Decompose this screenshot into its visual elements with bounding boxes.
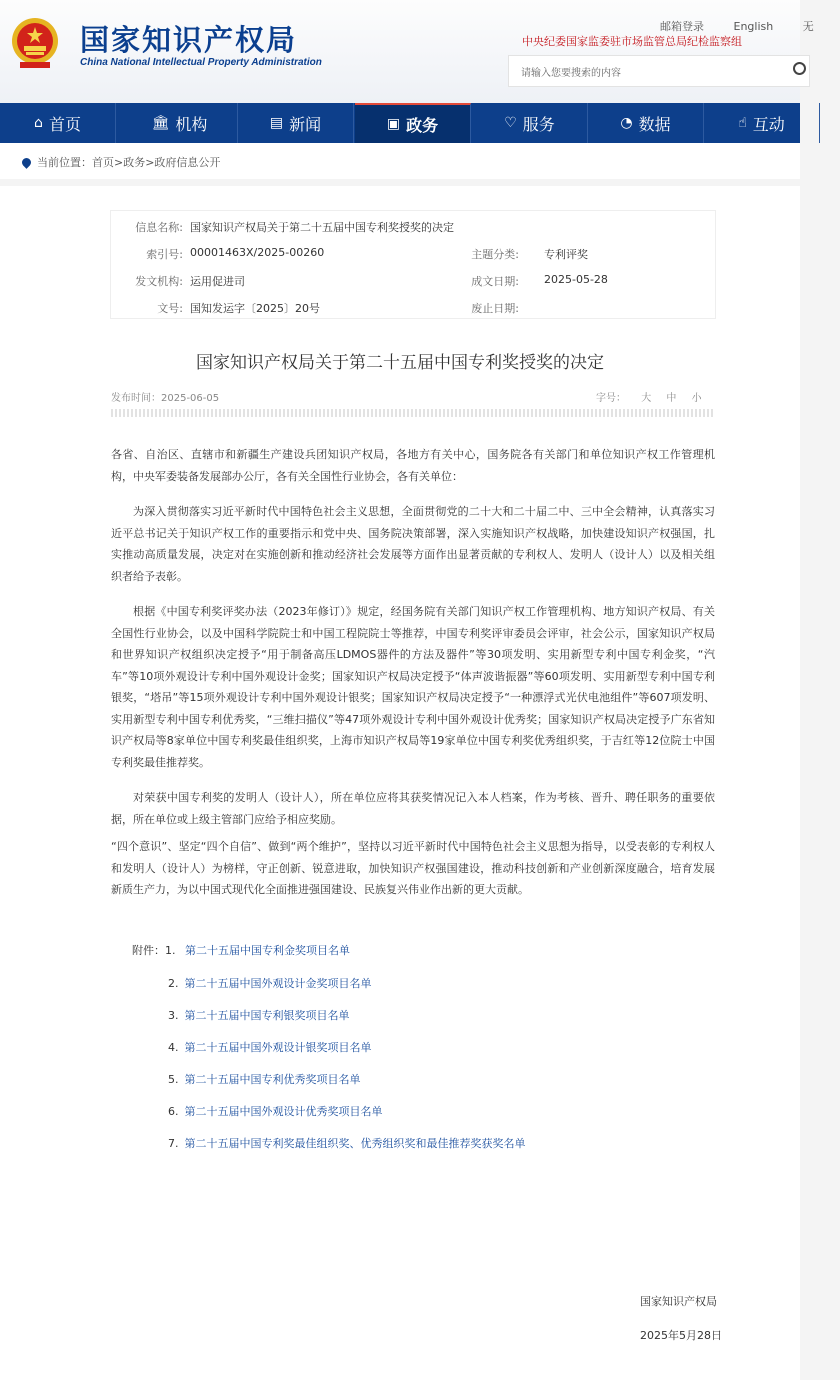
- attachment-link[interactable]: 第二十五届中国外观设计金奖项目名单: [184, 977, 372, 990]
- nav-service[interactable]: ♡ 服务: [472, 103, 588, 143]
- font-size-label: 字号：: [596, 393, 626, 404]
- news-icon: ▤: [269, 115, 284, 131]
- institution-icon: 🏛: [151, 115, 170, 131]
- nav-institution[interactable]: 🏛 机构: [122, 103, 238, 143]
- attachment-link[interactable]: 第二十五届中国外观设计优秀奖项目名单: [184, 1105, 383, 1118]
- main-nav: [0, 103, 800, 143]
- site-title[interactable]: 国家知识产权局: [80, 23, 298, 57]
- meta-label: 废止日期:: [471, 302, 519, 315]
- english-link[interactable]: English: [733, 20, 774, 33]
- divider: [111, 409, 715, 417]
- publish-date: 发布时间：2025-06-05: [111, 393, 220, 404]
- meta-info-name: 国家知识产权局关于第二十五届中国专利奖授奖的决定: [190, 221, 454, 234]
- accessibility-link[interactable]: 无: [802, 20, 814, 33]
- meta-issuer: 运用促进司: [190, 275, 245, 288]
- signature: 国家知识产权局: [640, 1295, 717, 1308]
- meta-topic: 专利评奖: [544, 248, 588, 261]
- meta-docno: 国知发运字〔2025〕20号: [190, 302, 320, 315]
- meta-label: 索引号:: [146, 248, 183, 261]
- supervision-link[interactable]: 中央纪委国家监委驻市场监管总局纪检监察组: [522, 35, 742, 48]
- paragraph: 对荣获中国专利奖的发明人（设计人），所在单位应将其获奖情况记入本人档案，作为考核、晋升、聘任职务的重要依据，所在单位或上级主管部门应给予相应奖励。: [111, 791, 715, 826]
- chart-icon: ◔: [620, 115, 633, 131]
- meta-index: 00001463X/2025-00260: [190, 246, 325, 259]
- signature-date: 2025年5月28日: [640, 1329, 722, 1342]
- home-icon: ⌂: [34, 115, 43, 131]
- attachment-item: 4. 第二十五届中国外观设计银奖项目名单: [168, 1041, 372, 1054]
- attachment-item: 3. 第二十五届中国专利银奖项目名单: [168, 1009, 350, 1022]
- mail-login-link[interactable]: 邮箱登录: [660, 20, 704, 33]
- attachment-item: 5. 第二十五届中国专利优秀奖项目名单: [168, 1073, 361, 1086]
- attachment-link[interactable]: 第二十五届中国专利金奖项目名单: [185, 944, 350, 957]
- content-panel: [0, 186, 800, 1380]
- nav-news[interactable]: ▤ 新闻: [238, 103, 354, 143]
- top-links: [660, 18, 840, 34]
- meta-label: 发文机构:: [135, 275, 183, 288]
- document-icon: ▣: [386, 116, 401, 132]
- attachment-item: 6. 第二十五届中国外观设计优秀奖项目名单: [168, 1105, 383, 1118]
- attachment-item: 2. 第二十五届中国外观设计金奖项目名单: [168, 977, 372, 990]
- attachment-link[interactable]: 第二十五届中国专利银奖项目名单: [184, 1009, 350, 1022]
- location-pin-icon: [20, 156, 33, 169]
- search-input[interactable]: 请输入您要搜索的内容: [521, 68, 621, 79]
- search-box[interactable]: [508, 55, 810, 87]
- hand-icon: ☝: [738, 115, 747, 131]
- attachment-item: 7. 第二十五届中国专利奖最佳组织奖、优秀组织奖和最佳推荐奖获奖名单: [168, 1137, 526, 1150]
- attachment-link[interactable]: 第二十五届中国专利优秀奖项目名单: [184, 1073, 361, 1086]
- site-subtitle: China National Intellectual Property Administration: [80, 57, 322, 68]
- meta-label: 成文日期:: [471, 275, 519, 288]
- font-size-medium[interactable]: 中: [666, 393, 677, 404]
- attachments-label: 附件：1. 第二十五届中国专利金奖项目名单: [132, 944, 350, 957]
- paragraph: “四个意识”、坚定“四个自信”、做到“两个维护”，坚持以习近平新时代中国特色社会主义思想为指导，以受表彰的专利权人和发明人（设计人）为榜样，守正创新、锐意进取，加快知识产权强国建设，推动科技创新和产业创新深度融合，培育发展新质生产力，为以中国式现代化全面推进强国建设、民族复兴伟业作出新的更大贡献。: [111, 840, 715, 896]
- nav-interaction[interactable]: ☝ 互动: [704, 103, 820, 143]
- meta-label: 文号:: [157, 302, 183, 315]
- site-header: [0, 0, 814, 103]
- paragraph: 根据《中国专利奖评奖办法（2023年修订）》规定，经国务院有关部门知识产权工作管理机构、地方知识产权局、有关全国性行业协会，以及中国科学院院士和中国工程院院士等推荐，中国专利奖评审委员会评审，社会公示，国家知识产权局和世界知识产权组织决定授予“用于制备高压LDMOS器件的方法及器件”等30项发明、实用新型专利中国专利金奖，“汽车”等10项外观设计专利中国外观设计金奖；国家知识产权局决定授予“体声波谐振器”等60项发明、实用新型专利中国专利银奖，“塔吊”等15项外观设计专利中国外观设计银奖；国家知识产权局决定授予“一种漂浮式光伏电池组件”等607项发明、实用新型专利中国专利优秀奖，“三维扫描仪”等47项外观设计专利中国外观设计优秀奖；国家知识产权局决定授予广东省知识产权局等8家单位中国专利奖最佳组织奖，上海市知识产权局等19家单位中国专利奖优秀组织奖，于吉红等12位院士中国专利奖最佳推荐奖。: [111, 605, 715, 769]
- national-emblem-icon: [10, 14, 60, 70]
- nav-data[interactable]: ◔ 数据: [588, 103, 704, 143]
- breadcrumb-text[interactable]: 当前位置：首页>政务>政府信息公开: [37, 156, 221, 169]
- article-body: [111, 444, 715, 915]
- meta-created: 2025-05-28: [544, 273, 608, 286]
- page-title: 国家知识产权局关于第二十五届中国专利奖授奖的决定: [196, 353, 604, 373]
- search-icon[interactable]: [793, 62, 806, 75]
- document-meta-table: [110, 210, 716, 319]
- nav-government[interactable]: ▣ 政务: [355, 103, 471, 143]
- paragraph: 为深入贯彻落实习近平新时代中国特色社会主义思想，全面贯彻党的二十大和二十届二中、三中全会精神，认真落实习近平总书记关于知识产权工作的重要指示和党中央、国务院决策部署，深入实施知识产权战略，加快建设知识产权强国，扎实推动高质量发展，决定对在实施创新和推动经济社会发展等方面作出显著贡献的专利权人、发明人（设计人）以及相关组织者给予表彰。: [111, 505, 715, 583]
- attachment-link[interactable]: 第二十五届中国外观设计银奖项目名单: [184, 1041, 372, 1054]
- service-icon: ♡: [504, 115, 517, 131]
- font-size-large[interactable]: 大: [641, 393, 652, 404]
- meta-label: 主题分类:: [471, 248, 519, 261]
- salutation: 各省、自治区、直辖市和新疆生产建设兵团知识产权局，各地方有关中心，国务院各有关部门和单位知识产权工作管理机构，中央军委装备发展部办公厅，各有关全国性行业协会，各有关单位：: [111, 448, 715, 483]
- nav-home[interactable]: ⌂ 首页: [0, 103, 116, 143]
- breadcrumb: [0, 143, 800, 179]
- font-size-switcher: [596, 389, 702, 404]
- font-size-small[interactable]: 小: [691, 393, 702, 404]
- meta-label: 信息名称:: [135, 221, 183, 234]
- attachment-link[interactable]: 第二十五届中国专利奖最佳组织奖、优秀组织奖和最佳推荐奖获奖名单: [184, 1137, 526, 1150]
